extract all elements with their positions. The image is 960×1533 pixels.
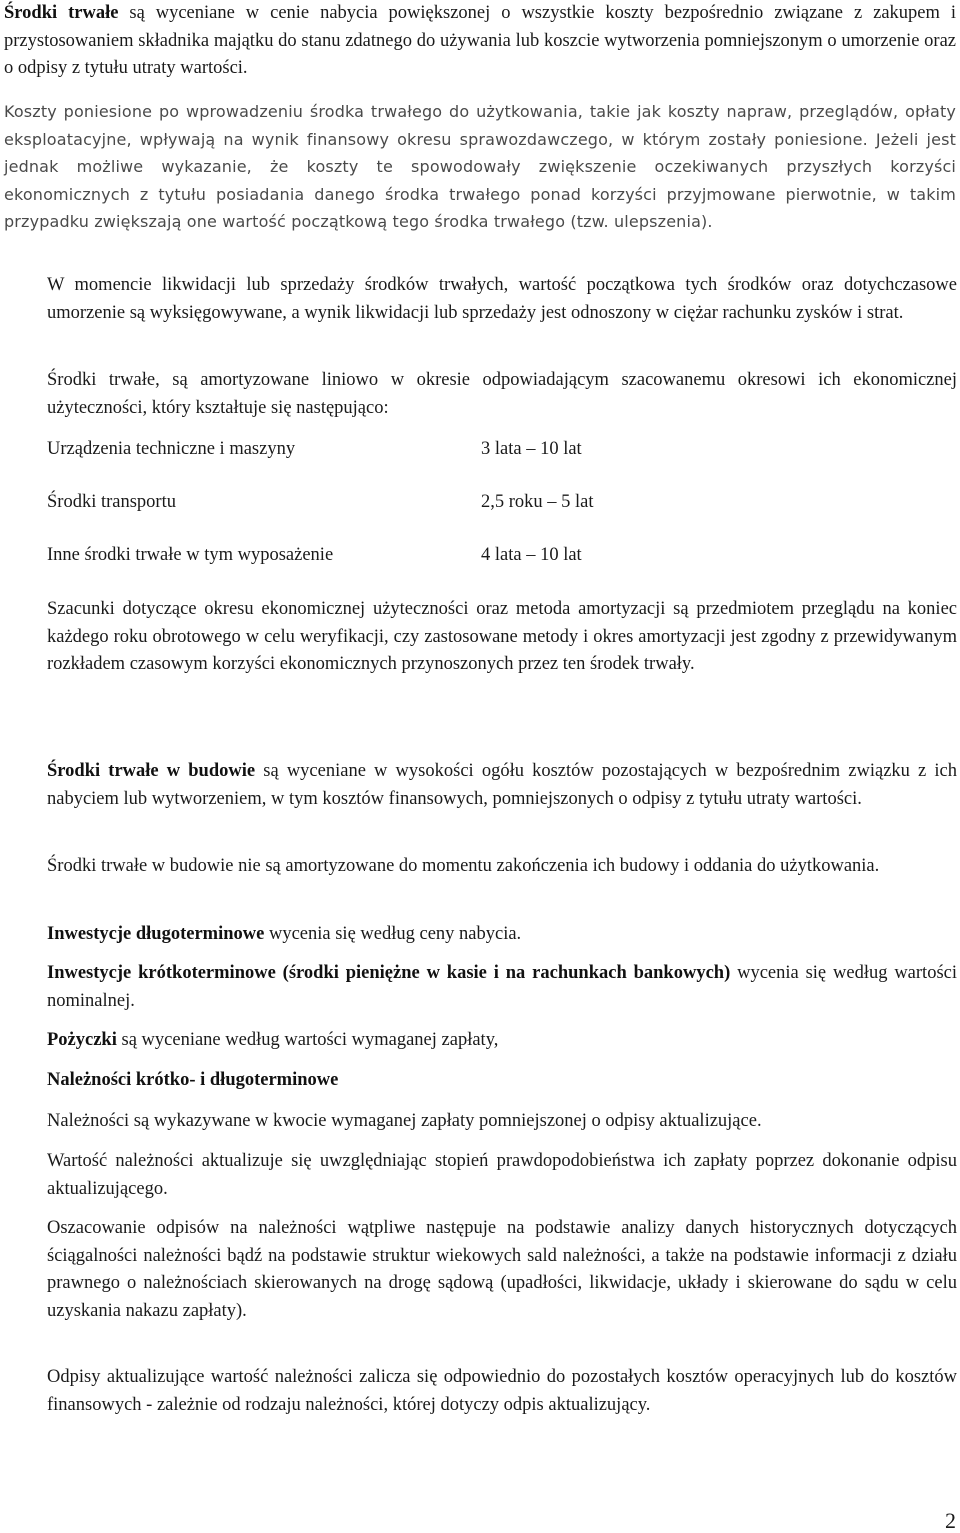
depreciation-row: [47, 435, 647, 463]
paragraph-loans: [47, 1027, 957, 1055]
depreciation-period: 4 lata – 10 lat: [481, 545, 582, 565]
paragraph-doubtful-receivables: [47, 1215, 957, 1325]
depreciation-period: 2,5 roku – 5 lat: [481, 492, 594, 512]
paragraph-text: Odpisy aktualizujące wartość należności zalicza się odpowiednio do pozostałych kosztów operacyjnych lub do kosztów finansowych - zależnie od rodzaju należności, której dotyczy odpis aktualizujący.: [47, 1367, 957, 1415]
paragraph-construction-no-depreciation: [47, 853, 957, 881]
term-loans: Pożyczki: [47, 1030, 117, 1050]
paragraph-fixed-assets-valuation: [4, 0, 956, 83]
paragraph-construction-in-progress: [47, 758, 957, 813]
paragraph-subsequent-costs: [4, 98, 956, 236]
page-number: 2: [945, 1508, 956, 1533]
paragraph-text: wycenia się według wartości nominalnej.: [47, 963, 957, 1011]
depreciation-period: 3 lata – 10 lat: [481, 439, 582, 459]
paragraph-text: W momencie likwidacji lub sprzedaży środków trwałych, wartość początkowa tych środków oraz dotychczasowe umorzenie są wyksięgowywane, a wynik likwidacji lub sprzedaży jest odnoszony w ciężar rachunku zysków i strat.: [47, 275, 957, 323]
depreciation-row: [47, 488, 647, 516]
asset-category: Środki transportu: [47, 492, 176, 512]
paragraph-text: Oszacowanie odpisów na należności wątpliwe następuje na podstawie analizy danych historycznych dotyczących ściągalności należności bądź na podstawie struktur wiekowych sald należności, a także na podstawie informacji z działu prawnego o należnościach skierowanych na drogę sądową (upadłości, likwidacje, układy i skierowane do sądu w celu uzyskania nakazu zapłaty).: [47, 1218, 957, 1321]
paragraph-text: Koszty poniesione po wprowadzeniu środka trwałego do użytkowania, takie jak koszty napraw, przeglądów, opłaty eksploatacyjne, wpływają na wynik finansowy okresu sprawozdawczego, w którym zostały poniesione. Jeżeli jest jednak możliwe wykazanie, że koszty te spowodowały zwiększenie oczekiwanych przyszłych korzyści ekonomicznych z tytułu posiadania danego środka trwałego ponad korzyści przyjmowane pierwotnie, w takim przypadku zwiększają one wartość początkową tego środka trwałego (tzw. ulepszenia).: [4, 102, 956, 231]
asset-category: Inne środki trwałe w tym wyposażenie: [47, 545, 334, 565]
term-construction-in-progress: Środki trwałe w budowie: [47, 761, 256, 781]
paragraph-long-term-investments: [47, 921, 957, 949]
paragraph-text: Szacunki dotyczące okresu ekonomicznej użyteczności oraz metoda amortyzacji są przedmiotem przeglądu na koniec każdego roku obrotowego w celu weryfikacji, czy zastosowane metody i okres amortyzacji jest zgodny z przewidywanym rozkładem czasowym korzyści ekonomicznych przynoszonych przez ten środek trwały.: [47, 599, 957, 674]
term-receivables: Należności krótko- i długoterminowe: [47, 1070, 339, 1090]
paragraph-text: są wyceniane według wartości wymaganej zapłaty,: [116, 1030, 499, 1050]
paragraph-text: Należności są wykazywane w kwocie wymaganej zapłaty pomniejszonej o odpisy aktualizujące.: [47, 1111, 762, 1131]
paragraph-receivables-revaluation: [47, 1148, 957, 1203]
paragraph-useful-life-review: [47, 596, 957, 679]
paragraph-depreciation-intro: [47, 367, 957, 422]
term-short-term-investments: Inwestycje krótkoterminowe (środki pieniężne w kasie i na rachunkach bankowych): [47, 963, 731, 983]
paragraph-text: Wartość należności aktualizuje się uwzględniając stopień prawdopodobieństwa ich zapłaty poprzez dokonanie odpisu aktualizującego.: [47, 1151, 957, 1199]
term-long-term-investments: Inwestycje długoterminowe: [47, 924, 265, 944]
paragraph-text: są wyceniane w wysokości ogółu kosztów pozostających w bezpośrednim związku z ich nabyciem lub wytworzeniem, w tym kosztów finansowych, pomniejszonych o odpisy z tytułu utraty wartości.: [47, 761, 958, 809]
paragraph-text: Środki trwałe w budowie nie są amortyzowane do momentu zakończenia ich budowy i oddania do użytkowania.: [47, 856, 880, 876]
paragraph-text: wycenia się według ceny nabycia.: [264, 924, 522, 944]
paragraph-short-term-investments: [47, 960, 957, 1015]
paragraph-write-downs: [47, 1364, 957, 1419]
section-heading-receivables: [47, 1067, 957, 1095]
term-fixed-assets: Środki trwałe: [4, 3, 119, 23]
paragraph-text: Środki trwałe, są amortyzowane liniowo w okresie odpowiadającym szacowanemu okresowi ich ekonomicznej użyteczności, który kształtuje się następująco:: [47, 370, 957, 418]
asset-category: Urządzenia techniczne i maszyny: [47, 439, 296, 459]
paragraph-text: są wyceniane w cenie nabycia powiększonej o wszystkie koszty bezpośrednio związane z zakupem i przystosowaniem składnika majątku do stanu zdatnego do używania lub koszcie wytworzenia pomniejszonym o umorzenie oraz o odpisy z tytułu utraty wartości.: [4, 3, 956, 78]
paragraph-disposal: [47, 272, 957, 327]
depreciation-row: [47, 541, 647, 569]
paragraph-receivables-amount: [47, 1108, 957, 1136]
